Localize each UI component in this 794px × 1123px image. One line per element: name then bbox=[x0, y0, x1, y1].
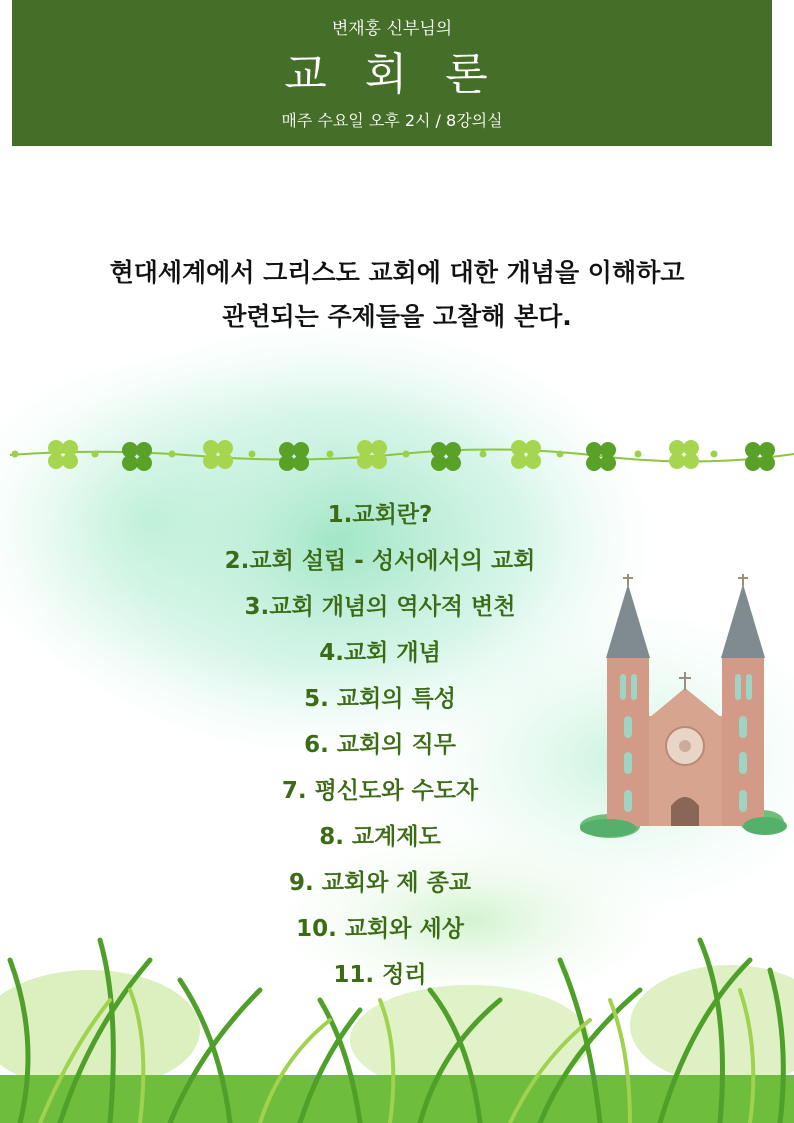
topic-item: 10. 교회와 세상 bbox=[296, 916, 464, 942]
header-banner bbox=[12, 0, 772, 146]
topic-item: 1.교회란? bbox=[327, 502, 433, 528]
topic-item: 2.교회 설립 - 성서에서의 교회 bbox=[224, 548, 536, 574]
schedule-label: 매주 수요일 오후 2시 / 8강의실 bbox=[281, 111, 503, 130]
topic-list bbox=[0, 492, 760, 998]
topic-item: 7. 평신도와 수도자 bbox=[281, 778, 479, 804]
topic-item: 5. 교회의 특성 bbox=[304, 686, 456, 712]
topic-item: 6. 교회의 직무 bbox=[304, 732, 456, 758]
instructor-label: 변재홍 신부님의 bbox=[331, 19, 453, 39]
course-title: 교 회 론 bbox=[284, 49, 500, 100]
topic-item: 4.교회 개념 bbox=[319, 640, 441, 666]
intro-line-1: 현대세계에서 그리스도 교회에 대한 개념을 이해하고 bbox=[109, 258, 685, 287]
topic-item: 8. 교계제도 bbox=[319, 824, 441, 850]
intro-line-2: 관련되는 주제들을 고찰해 본다. bbox=[222, 302, 572, 331]
topic-item: 3.교회 개념의 역사적 변천 bbox=[244, 594, 516, 620]
topic-item: 9. 교회와 제 종교 bbox=[288, 870, 472, 896]
topic-item: 11. 정리 bbox=[333, 962, 427, 988]
